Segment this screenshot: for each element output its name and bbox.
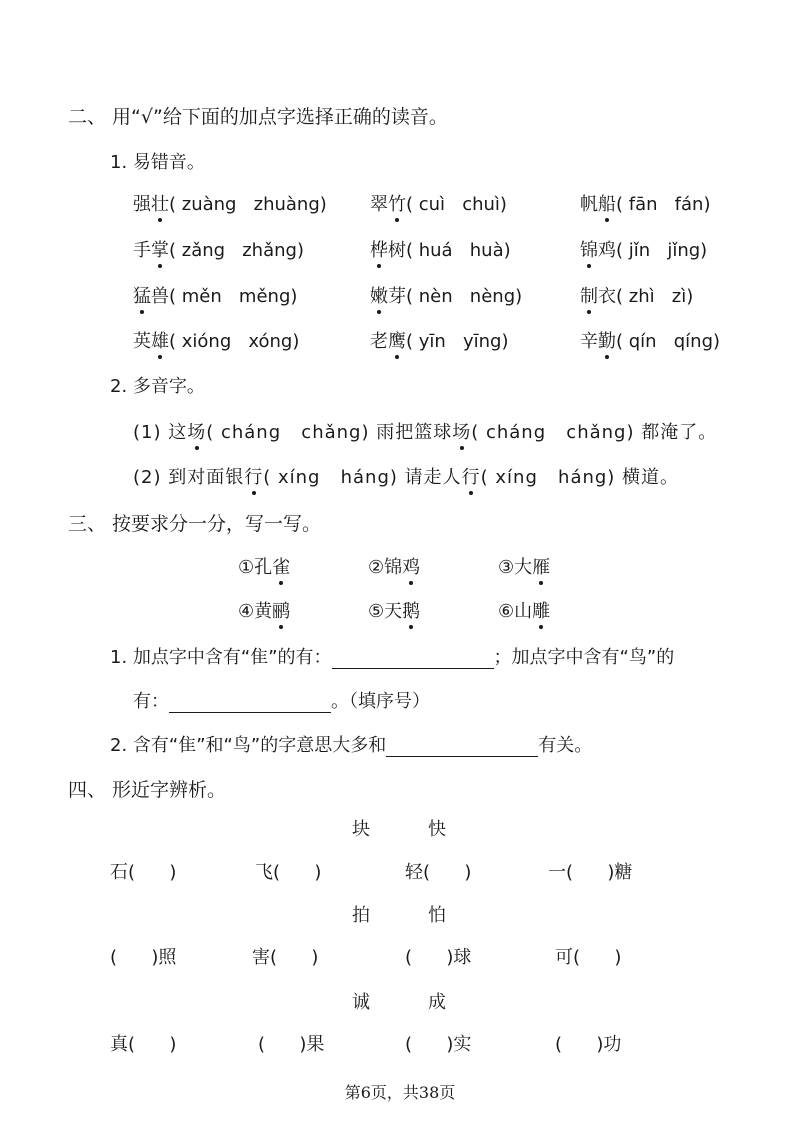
pinyin-choice-item: 制衣( zhì zì) (580, 282, 693, 308)
sort-question-2: 2. 含有“隹”和“鸟”的字意思大多和 有关。 (110, 735, 593, 756)
bird-item: ①孔雀 (238, 553, 290, 579)
bird-item: ②锦鸡 (368, 553, 420, 579)
section-2-title: 二、 用“√”给下面的加点字选择正确的读音。 (68, 106, 448, 128)
pinyin-choice-item: 翠竹( cuì chuì) (370, 190, 507, 216)
pinyin-choice-item: 嫩芽( nèn nèng) (370, 282, 522, 308)
bird-item: ③大雁 (498, 553, 550, 579)
similar-character-option: 怕 (428, 905, 446, 926)
similar-character-option: 拍 (352, 905, 370, 926)
fill-in-blank[interactable]: 石( ) (110, 862, 177, 883)
bird-item: ⑤天鹅 (368, 597, 420, 623)
bird-item: ⑥山雕 (498, 597, 550, 623)
pinyin-choice-item: 锦鸡( jǐn jǐng) (580, 236, 707, 262)
section-3-title: 三、 按要求分一分，写一写。 (68, 513, 322, 535)
pinyin-choice-item: 英雄( xióng xóng) (133, 327, 299, 353)
fill-in-blank[interactable]: 真( ) (110, 1034, 177, 1055)
answer-blank[interactable] (169, 692, 331, 713)
answer-blank[interactable] (332, 648, 494, 669)
subsection-1-title: 1. 易错音。 (110, 152, 205, 173)
pinyin-choice-item: 猛兽( měn měng) (133, 282, 297, 308)
pinyin-choice-item: 老鹰( yīn yīng) (370, 327, 508, 353)
section-4-title: 四、 形近字辨析。 (68, 779, 227, 801)
fill-in-blank[interactable]: ( )照 (110, 947, 177, 968)
sort-question-1: 1. 加点字中含有“隹”的有： ；加点字中含有“鸟”的 (110, 647, 675, 668)
pinyin-choice-item: 辛勤( qín qíng) (580, 327, 720, 353)
fill-in-blank[interactable]: 一( )糖 (548, 862, 633, 883)
bird-item: ④黄鹂 (238, 597, 290, 623)
pinyin-choice-item: 帆船( fān fán) (580, 190, 710, 216)
fill-in-blank[interactable]: 轻( ) (405, 862, 472, 883)
similar-character-option: 块 (352, 819, 370, 840)
similar-character-option: 成 (428, 992, 446, 1013)
fill-in-blank[interactable]: ( )功 (555, 1034, 622, 1055)
pinyin-choice-item: 强壮( zuàng zhuàng) (133, 190, 327, 216)
polyphone-question-2: (2) 到对面银行( xíng háng) 请走人行( xíng háng) 横道。 (133, 463, 679, 489)
subsection-2-title: 2. 多音字。 (110, 376, 205, 397)
page-footer: 第6页，共38页 (344, 1083, 456, 1102)
pinyin-choice-item: 桦树( huá huà) (370, 236, 511, 262)
fill-in-blank[interactable]: ( )实 (405, 1034, 472, 1055)
fill-in-blank[interactable]: ( )球 (405, 947, 472, 968)
polyphone-question-1: (1) 这场( cháng chǎng) 雨把篮球场( cháng chǎng) 都淹了。 (133, 418, 717, 444)
similar-character-option: 快 (428, 819, 446, 840)
fill-in-blank[interactable]: 可( ) (555, 947, 622, 968)
fill-in-blank[interactable]: ( )果 (258, 1034, 325, 1055)
fill-in-blank[interactable]: 害( ) (252, 947, 319, 968)
answer-blank[interactable] (386, 736, 538, 757)
similar-character-option: 诚 (352, 992, 370, 1013)
pinyin-choice-item: 手掌( zǎng zhǎng) (133, 236, 304, 262)
fill-in-blank[interactable]: 飞( ) (255, 862, 322, 883)
sort-question-1-cont: 有： 。（填序号） (133, 691, 430, 712)
